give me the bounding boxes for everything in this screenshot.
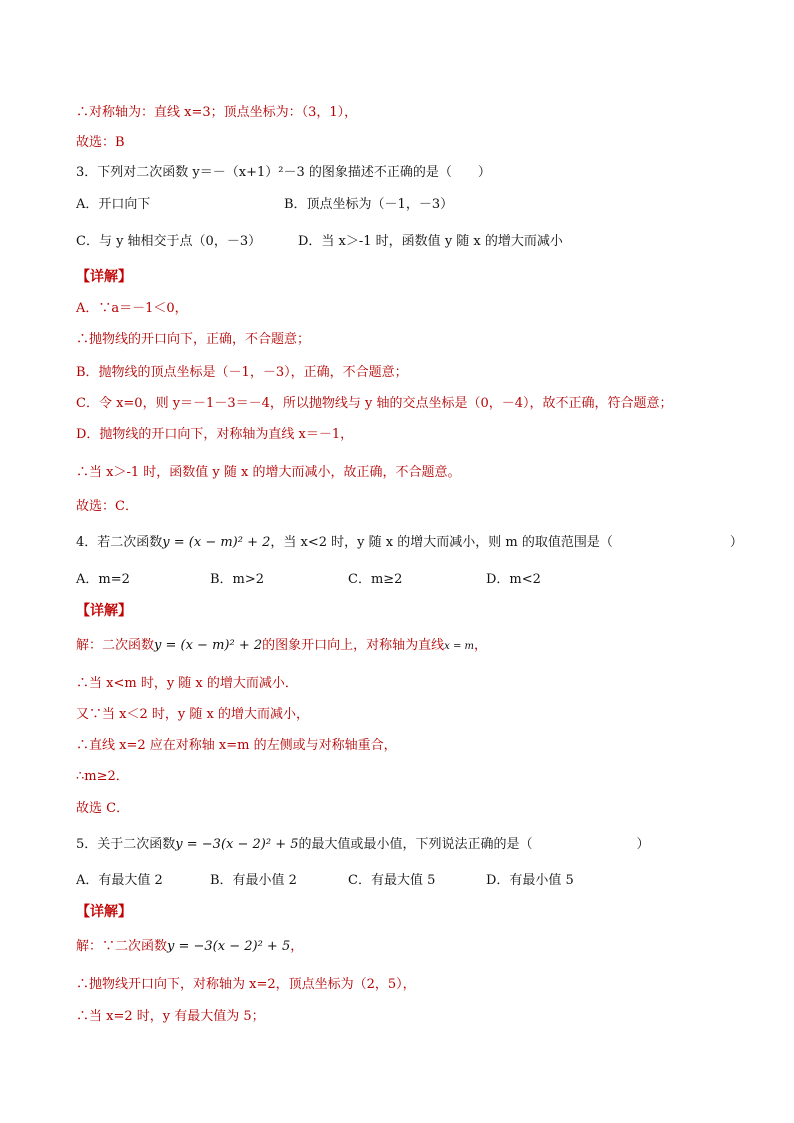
- q3-option-a: A．开口向下: [76, 197, 151, 212]
- q3-solution-line: B．抛物线的顶点坐标是（－1，－3），正确，不合题意；: [76, 365, 408, 380]
- q5-option-d: D．有最小值 5: [486, 873, 574, 888]
- q4-solution-line: 又∵当 x＜2 时，y 随 x 的增大而减小，: [76, 707, 309, 722]
- q4-answer-line: 故选 C．: [76, 801, 130, 816]
- q4-solution-mid: 的图象开口向上，对称轴为直线: [262, 638, 445, 653]
- q2-answer-line: 故选：B: [76, 135, 125, 150]
- q3-option-b: B．顶点坐标为（－1，－3）: [284, 197, 454, 212]
- q4-stem-suffix: ，当 x<2 时，y 随 x 的增大而减小，则 m 的取值范围是（ ）: [270, 535, 743, 550]
- q3-solution-line: D．抛物线的开口向下，对称轴为直线 x＝－1，: [76, 427, 354, 442]
- q5-option-c: C．有最大值 5: [348, 873, 436, 888]
- q4-solution-suffix: ，: [474, 638, 488, 653]
- q4-option-c: C．m≥2: [348, 572, 403, 587]
- q5-option-b: B．有最小值 2: [210, 873, 297, 888]
- q4-option-a: A．m=2: [76, 572, 130, 587]
- q3-detail-heading: 【详解】: [76, 269, 132, 285]
- q4-stem-prefix: 4．若二次函数: [76, 535, 163, 550]
- q3-option-c: C．与 y 轴相交于点（0，－3）: [76, 234, 262, 249]
- q3-solution-line: C．令 x=0，则 y＝－1－3＝－4，所以抛物线与 y 轴的交点坐标是（0，－4），故不正确，符合题意；: [76, 396, 673, 411]
- q4-solution-prefix: 解：二次函数: [76, 638, 155, 653]
- q4-stem: [76, 534, 743, 552]
- q5-stem-prefix: 5．关于二次函数: [76, 837, 176, 852]
- q4-axis-formula: x = m: [444, 641, 474, 652]
- q5-stem-suffix: 的最大值或最小值，下列说法正确的是（ ）: [298, 837, 650, 852]
- q4-detail-heading: 【详解】: [76, 603, 132, 619]
- q3-solution-line: ∴当 x＞-1 时，函数值 y 随 x 的增大而减小，故正确，不合题意。: [76, 465, 461, 480]
- q3-solution-line: A．∵a＝－1＜0，: [76, 301, 188, 316]
- q4-solution-intro: [76, 637, 487, 656]
- q3-solution-line: ∴抛物线的开口向下，正确，不合题意；: [76, 332, 311, 347]
- q2-solution-line: ∴对称轴为：直线 x=3；顶点坐标为：（3，1），: [76, 105, 358, 120]
- q5-detail-heading: 【详解】: [76, 904, 132, 920]
- q4-solution-line: ∴直线 x=2 应在对称轴 x=m 的左侧或与对称轴重合，: [76, 738, 397, 753]
- q5-solution-formula: y = −3(x − 2)² + 5: [167, 939, 291, 954]
- q5-solution-line: ∴当 x=2 时，y 有最大值为 5；: [76, 1009, 265, 1024]
- q4-option-b: B．m>2: [210, 572, 265, 587]
- q4-formula: y = (x − m)² + 2: [162, 535, 271, 550]
- q4-solution-formula: y = (x − m)² + 2: [154, 638, 263, 653]
- q5-solution-line: ∴抛物线开口向下，对称轴为 x=2，顶点坐标为（2，5），: [76, 977, 416, 992]
- q5-formula: y = −3(x − 2)² + 5: [175, 837, 299, 852]
- q3-answer-line: 故选：C．: [76, 499, 138, 514]
- q4-option-d: D．m<2: [486, 572, 541, 587]
- q5-stem: [76, 836, 650, 854]
- q5-option-a: A．有最大值 2: [76, 873, 163, 888]
- q4-solution-line: ∴m≥2．: [76, 769, 129, 784]
- q5-solution-intro: [76, 938, 303, 956]
- q3-option-d: D．当 x＞-1 时，函数值 y 随 x 的增大而减小: [298, 234, 563, 249]
- q4-solution-line: ∴当 x<m 时，y 随 x 的增大而减小．: [76, 676, 298, 691]
- q3-stem: 3．下列对二次函数 y＝－（x+1）²－3 的图象描述不正确的是（ ）: [76, 165, 491, 180]
- q5-solution-suffix: ，: [290, 939, 304, 954]
- q5-solution-prefix: 解：∵二次函数: [76, 939, 168, 954]
